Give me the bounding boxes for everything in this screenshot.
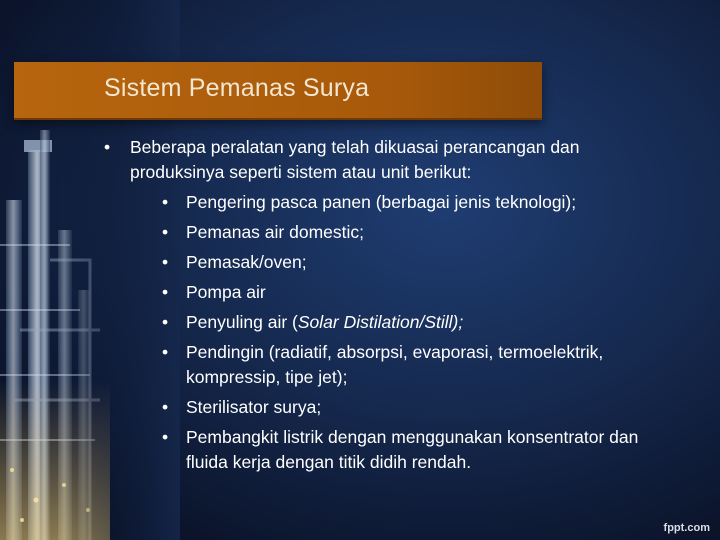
bullet-icon: • — [162, 427, 169, 447]
list-item-text: Penyuling air ( — [186, 312, 298, 332]
list-item — [130, 340, 664, 390]
list-item — [130, 280, 664, 305]
list-item — [130, 395, 664, 420]
bullet-icon: • — [162, 312, 169, 332]
list-item-text: Pompa air — [186, 282, 266, 302]
list-item-text: Pendingin (radiatif, absorpsi, evaporasi, termoelektrik, kompressip, tipe jet); — [186, 342, 604, 387]
intro-text: Beberapa peralatan yang telah dikuasai perancangan dan produksinya seperti sistem atau unit berikut: — [130, 137, 580, 182]
list-item — [130, 190, 664, 215]
slide-body — [104, 135, 664, 480]
list-item — [130, 425, 664, 475]
bullet-icon: • — [162, 252, 169, 272]
list-item-text: Pembangkit listrik dengan menggunakan konsentrator dan fluida kerja dengan titik didih rendah. — [186, 427, 639, 472]
list-item — [130, 250, 664, 275]
list-item-text: Pemasak/oven; — [186, 252, 307, 272]
list-item-italic-text: Solar Distilation/Still); — [297, 312, 464, 332]
bullet-icon: • — [162, 282, 169, 302]
bullet-icon: • — [162, 342, 169, 362]
sub-bullet-list — [130, 190, 664, 475]
bullet-icon: • — [162, 222, 169, 242]
bullet-icon: • — [162, 397, 169, 417]
watermark-text: fppt.com — [663, 522, 710, 534]
list-item-text: Pengering pasca panen (berbagai jenis teknologi); — [186, 192, 577, 212]
bullet-icon: • — [104, 137, 111, 157]
list-item — [130, 220, 664, 245]
list-item-text: Pemanas air domestic; — [186, 222, 364, 242]
list-item-text: Sterilisator surya; — [186, 397, 322, 417]
list-item — [130, 310, 664, 335]
bullet-icon: • — [162, 192, 169, 212]
intro-bullet-item — [104, 135, 664, 475]
slide-title: Sistem Pemanas Surya — [104, 74, 370, 102]
